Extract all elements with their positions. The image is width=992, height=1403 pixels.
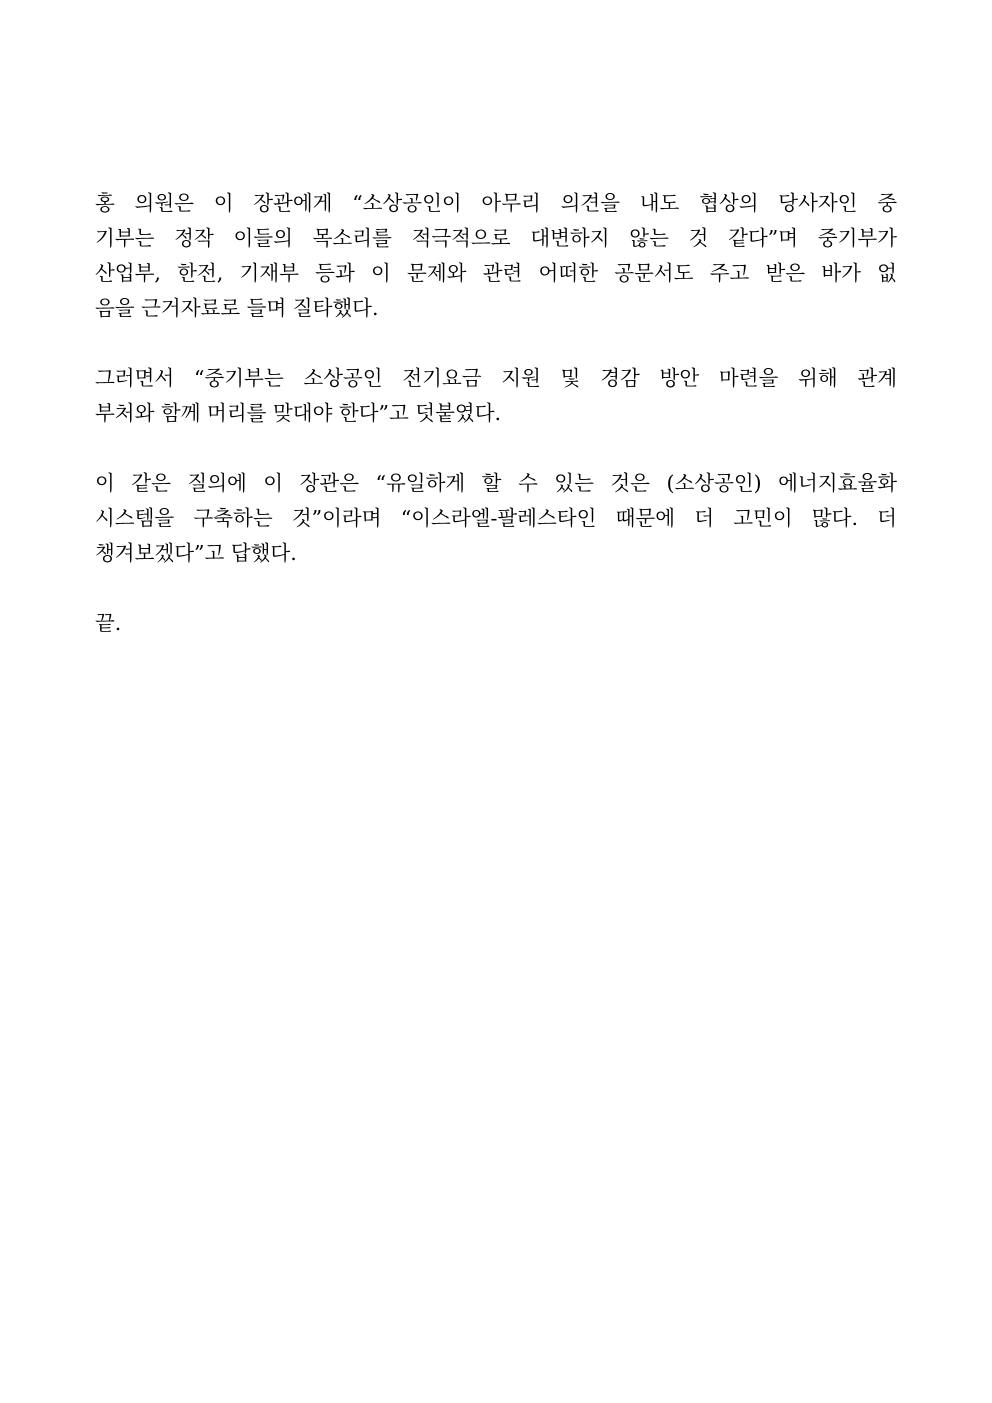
paragraph-line: 시스템을 구축하는 것”이라며 “이스라엘-팔레스타인 때문에 더 고민이 많다. 더 xyxy=(95,506,897,530)
paragraph-line: 기부는 정작 이들의 목소리를 적극적으로 대변하지 않는 것 같다”며 중기부가 xyxy=(95,226,897,250)
paragraph-line: 그러면서 “중기부는 소상공인 전기요금 지원 및 경감 방안 마련을 위해 관계 xyxy=(95,366,897,390)
paragraph-line: 부처와 함께 머리를 맞대야 한다”고 덧붙였다. xyxy=(95,401,502,425)
end-mark: 끝. xyxy=(95,611,122,635)
paragraph-line: 음을 근거자료로 들며 질타했다. xyxy=(95,296,379,320)
paragraph-2 xyxy=(95,361,897,431)
paragraph-line: 산업부, 한전, 기재부 등과 이 문제와 관련 어떠한 공문서도 주고 받은 바가 없 xyxy=(95,261,897,285)
document-body xyxy=(95,186,897,641)
paragraph-1 xyxy=(95,186,897,326)
paragraph-line: 챙겨보겠다”고 답했다. xyxy=(95,541,297,565)
paragraph-line: 이 같은 질의에 이 장관은 “유일하게 할 수 있는 것은 (소상공인) 에너지효율화 xyxy=(95,471,897,495)
paragraph-line: 홍 의원은 이 장관에게 “소상공인이 아무리 의견을 내도 협상의 당사자인 중 xyxy=(95,191,897,215)
paragraph-3 xyxy=(95,466,897,571)
